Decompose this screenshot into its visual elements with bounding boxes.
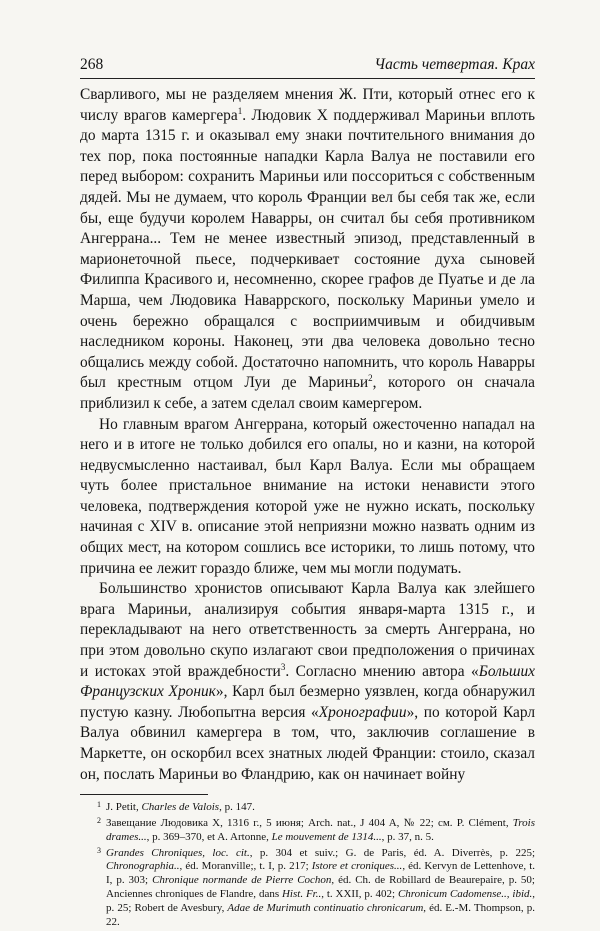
italic-text: Chronicum Cadomense.., ibid.	[397, 887, 533, 900]
italic-text: Chronique normande de Pierre Cochon	[152, 874, 332, 887]
text-run: », Карл был безмерно уязвлен, когда обнаружил пустую казну. Любопытна версия «	[80, 683, 535, 721]
text-run: , p. 25; Robert de Avesbury,	[106, 887, 536, 914]
footnote-marker: 3	[280, 661, 286, 672]
text-run: , которого он сначала приблизил к себе, а затем сделал своим камергером.	[80, 374, 535, 412]
text-run: Сварливого, мы не разделяем мнения Ж. Пти, который отнес его к числу врагов камергера	[80, 86, 535, 124]
text-run: J. Petit,	[106, 801, 142, 814]
italic-text: Hist. Fr..	[281, 887, 322, 900]
text-run: , t. XXII, p. 402;	[321, 887, 398, 900]
footnote-separator	[80, 794, 208, 795]
book-page	[80, 56, 535, 931]
text-run: Большинство хронистов описывают Карла Валуа как злейшего врага Мариньи, анализируя события января-марта 1315 г., и перекладывают на него ответственность за смерть Ангеррана, но при этом довольно скупо излагают свои предположения о причинах и истоках этой враждебности	[80, 580, 535, 680]
footnote-number: 3	[97, 845, 101, 855]
paragraph	[80, 415, 535, 580]
paragraph	[80, 579, 535, 785]
text-run: , p. 37, n. 5.	[381, 830, 434, 843]
text-run: , éd. E.-M. Thompson, p. 22.	[106, 901, 535, 928]
italic-text: Grandes Chroniques, loc. cit.	[106, 846, 250, 859]
text-run: Но главным врагом Ангеррана, который ожесточенно нападал на него и в итоге не только добился его опалы, но и казни, на которой недвусмысленно настаивал, был Карл Валуа. Если мы обращаем чуть более пристальное внимание на истоки ненависти этого человека, подтверждения которой уже не нужно искать, поскольку начиная с XIV в. описание этой неприязни можно назвать одним из общих мест, на котором сошлись все историки, то лишь потому, что причина ее лежит гораздо ближе, чем мы могли подумать.	[80, 415, 535, 577]
footnote	[97, 815, 535, 845]
text-run: . Людовик X поддерживал Мариньи вплоть до марта 1315 г. и оказывал ему знаки почтительного внимания до тех пор, пока постоянные нападки Карла Валуа не поставили его перед выбором: сохранить Мариньи или поссориться с собственным дядей. Мы не думаем, что король Франции вел бы себя так же, если бы, еще будучи королем Наварры, он считал бы себя противником Ангеррана... Тем не менее известный эпизод, представленный в марионеточной пьесе, подчеркивает состояние духа сыновей Филиппа Красивого и, несомненно, скорее графов де Пуатье и де ла Марша, чем Людовика Наваррского, поскольку Мариньи умело и очень бережно обращался с восприимчивым и обидчивым наследником короны. Наконец, эти два человека довольно тесно общались между собой. Достаточно напомнить, что король Наварры был крестным отцом Луи де Мариньи	[80, 106, 535, 392]
italic-text: Trois drames...	[106, 816, 535, 843]
italic-text: Больших Французских Хроник	[80, 662, 535, 701]
paragraph	[80, 85, 535, 415]
footnote-number: 1	[97, 800, 101, 810]
text-run: », по которой Карл Валуа обвинил камергера в том, что, заключив соглашение в Маркетте, он оскорбил всех знатных людей Франции: стоило, сказал он, послать Мариньи во Фландрию, как он начинает войну	[80, 703, 536, 783]
page-number: 268	[80, 56, 104, 73]
italic-text: Хронографии	[318, 703, 407, 721]
italic-text: Chronographia..	[106, 860, 180, 873]
footnote-marker: 2	[368, 373, 373, 384]
footnote	[97, 845, 536, 930]
footnote-number: 2	[97, 815, 101, 825]
text-run: , p. 304 et suiv.; G. de Paris, éd. A. Diverrès, p. 225;	[249, 846, 535, 859]
italic-text: Istore et croniques...	[311, 860, 403, 873]
text-run: , p. 369–370, et A. Artonne,	[146, 830, 272, 843]
italic-text: Adae de Murimuth continuatio chronicarum	[227, 901, 424, 914]
footnotes	[80, 801, 535, 929]
text-run: . Согласно мнению автора «	[285, 662, 479, 680]
italic-text: Charles de Valois	[141, 801, 220, 814]
italic-text: Le mouvement de 1314...	[271, 830, 382, 843]
text-run: Завещание Людовика X, 1316 г., 5 июня; Arch. nat., J 404 A, № 22; см. P. Clément,	[106, 816, 513, 829]
text-run: , éd. Moranville;, t. I, p. 217;	[179, 860, 312, 873]
running-header	[80, 56, 535, 79]
text-run: , éd. Ch. de Robillard de Beaurepaire, p. 50; Anciennes chroniques de Flandre, dans	[106, 874, 535, 900]
main-text	[80, 85, 535, 785]
footnote-marker: 1	[237, 105, 243, 116]
text-run: , p. 147.	[219, 801, 255, 814]
text-run: , éd. Kervyn de Lettenhove, t. I, p. 303;	[106, 860, 536, 887]
footnote	[97, 800, 535, 815]
running-title: Часть четвертая. Крах	[374, 56, 535, 73]
